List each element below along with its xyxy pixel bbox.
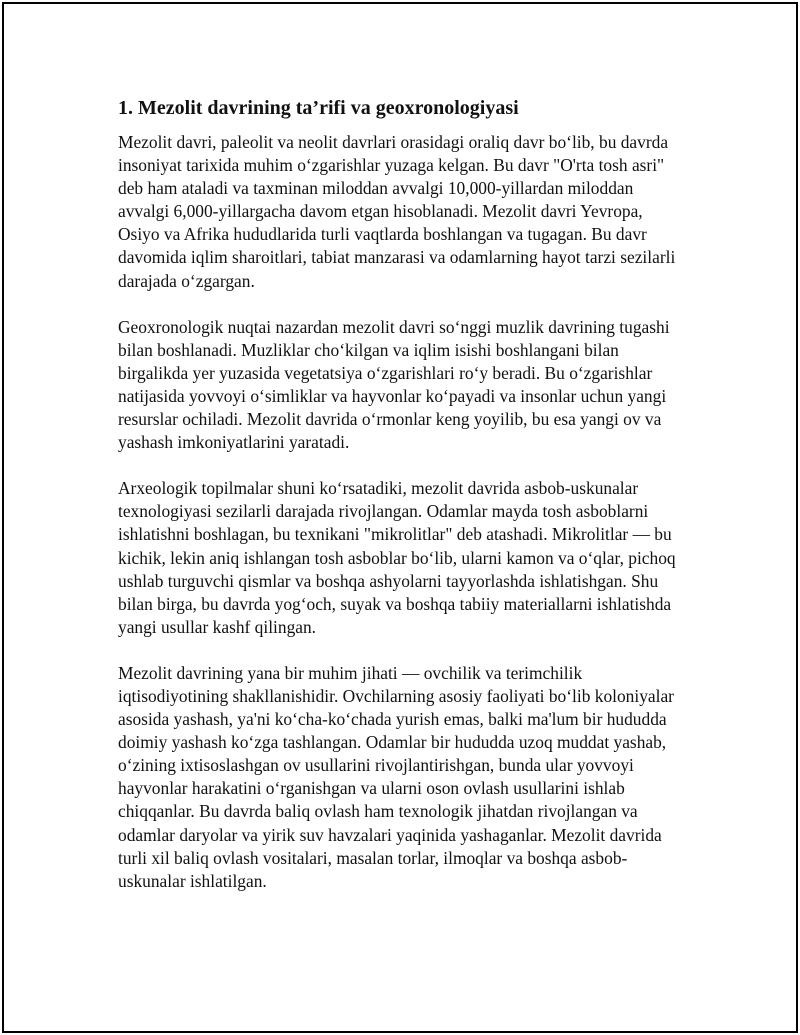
document-body bbox=[118, 95, 688, 916]
paragraph-geochronology: Geoxronologik nuqtai nazardan mezolit davri so‘nggi muzlik davrining tugashi bilan boshlanadi. Muzliklar cho‘kilgan va iqlim isishi boshlangani bilan birgalikda yer yuzasida vegetatsiya o‘zgarishlari ro‘y beradi. Bu o‘zgarishlar natijasida yovvoyi o‘simliklar va hayvonlar ko‘payadi va insonlar uchun yangi resurslar ochiladi. Mezolit davrida o‘rmonlar keng yoyilib, bu esa yangi ov va yashash imkoniyatlarini yaratadi. bbox=[118, 316, 670, 453]
paragraph-economy: Mezolit davrining yana bir muhim jihati — ovchilik va terimchilik iqtisodiyotining shakllanishidir. Ovchilarning asosiy faoliyati bo‘lib koloniyalar asosida yashash, ya'ni ko‘cha-ko‘chada yurish emas, balki ma'lum bir hududda doimiy yashash ko‘zga tashlangan. Odamlar bir hududda uzoq muddat yashab, o‘zining ixtisoslashgan ov usullarini rivojlantirishgan, bunda ular yovvoyi hayvonlar harakatini o‘rganishgan va ularni oson ovlash usullarini ishlab chiqqanlar. Bu davrda baliq ovlash ham texnologik jihatdan rivojlangan va odamlar daryolar va yirik suv havzalari yaqinida yashaganlar. Mezolit davrida turli xil baliq ovlash vositalari, masalan torlar, ilmoqlar va boshqa asbob-uskunalar ishlatilgan. bbox=[118, 662, 674, 891]
paragraph-archaeology: Arxeologik topilmalar shuni ko‘rsatadiki, mezolit davrida asbob-uskunalar texnologiyasi sezilarli darajada rivojlangan. Odamlar mayda tosh asboblarni ishlatishni boshlagan, bu texnikani "mikrolitlar" deb atashadi. Mikrolitlar — bu kichik, lekin aniq ishlangan tosh asboblar bo‘lib, ularni kamon va o‘qlar, pichoq ushlab turguvchi qismlar va boshqa ashyolarni tayyorlashda ishlatishgan. Shu bilan birga, bu davrda yog‘och, suyak va boshqa tabiiy materiallarni ishlatishda yangi usullar kashf qilingan. bbox=[118, 478, 676, 637]
section-heading: 1. Mezolit davrining ta’rifi va geoxronologiyasi bbox=[118, 97, 519, 119]
paragraph-definition: Mezolit davri, paleolit va neolit davrlari orasidagi oraliq davr bo‘lib, bu davrda insoniyat tarixida muhim o‘zgarishlar yuzaga kelgan. Bu davr "O'rta tosh asri" deb ham ataladi va taxminan miloddan avvalgi 10,000-yillardan miloddan avvalgi 6,000-yillargacha davom etgan hisoblanadi. Mezolit davri Yevropa, Osiyo va Afrika hududlarida turli vaqtlarda boshlangan va tugagan. Bu davr davomida iqlim sharoitlari, tabiat manzarasi va odamlarning hayot tarzi sezilarli darajada o‘zgargan. bbox=[118, 132, 676, 291]
